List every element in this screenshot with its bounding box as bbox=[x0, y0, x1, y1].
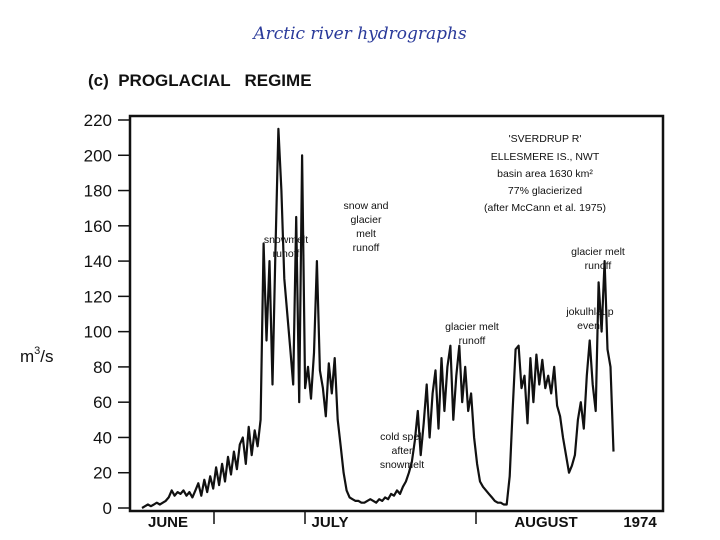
y-axis bbox=[84, 111, 130, 518]
info-box-line: ELLESMERE IS., NWT bbox=[490, 151, 600, 163]
x-axis-label: AUGUST bbox=[514, 514, 578, 531]
y-tick-label: 100 bbox=[83, 322, 112, 342]
y-tick-label: 220 bbox=[83, 111, 112, 130]
x-axis-label: 1974 bbox=[623, 514, 657, 531]
annotation: glacier melt runoff bbox=[571, 246, 625, 272]
y-tick-label: 60 bbox=[93, 393, 112, 413]
y-tick-label: 120 bbox=[83, 287, 112, 307]
annotation: snow and glacier melt runoff bbox=[343, 200, 389, 254]
y-tick-label: 160 bbox=[83, 216, 112, 236]
y-tick-label: 180 bbox=[83, 181, 112, 201]
annotation: snowmelt runoff bbox=[263, 234, 309, 260]
info-box-line: (after McCann et al. 1975) bbox=[484, 202, 606, 214]
panel-label: (c) PROGLACIAL REGIME bbox=[88, 71, 312, 90]
info-box bbox=[484, 133, 606, 214]
annotation: glacier melt runoff bbox=[445, 321, 499, 347]
slide-title: Arctic river hydrographs bbox=[253, 24, 467, 44]
y-axis-label: $m^3/s$ bbox=[20, 345, 54, 366]
x-axis bbox=[148, 512, 657, 531]
info-box-line: 77% glacierized bbox=[507, 185, 583, 197]
x-axis-label: JUNE bbox=[147, 514, 189, 531]
y-tick-label: 20 bbox=[93, 463, 112, 483]
y-tick-label: 40 bbox=[93, 428, 112, 448]
x-axis-label: JULY bbox=[311, 514, 349, 531]
info-box-line: basin area 1630 km² bbox=[497, 168, 593, 180]
y-tick-label: 80 bbox=[93, 357, 112, 377]
y-tick-label: 140 bbox=[83, 252, 112, 272]
annotation: jokulhlaup event bbox=[566, 306, 614, 332]
annotation: cold spell after snowmelt bbox=[379, 431, 425, 471]
y-tick-label: 0 bbox=[102, 499, 112, 518]
y-tick-label: 200 bbox=[83, 146, 112, 166]
info-box-line: 'SVERDRUP R' bbox=[508, 133, 582, 145]
